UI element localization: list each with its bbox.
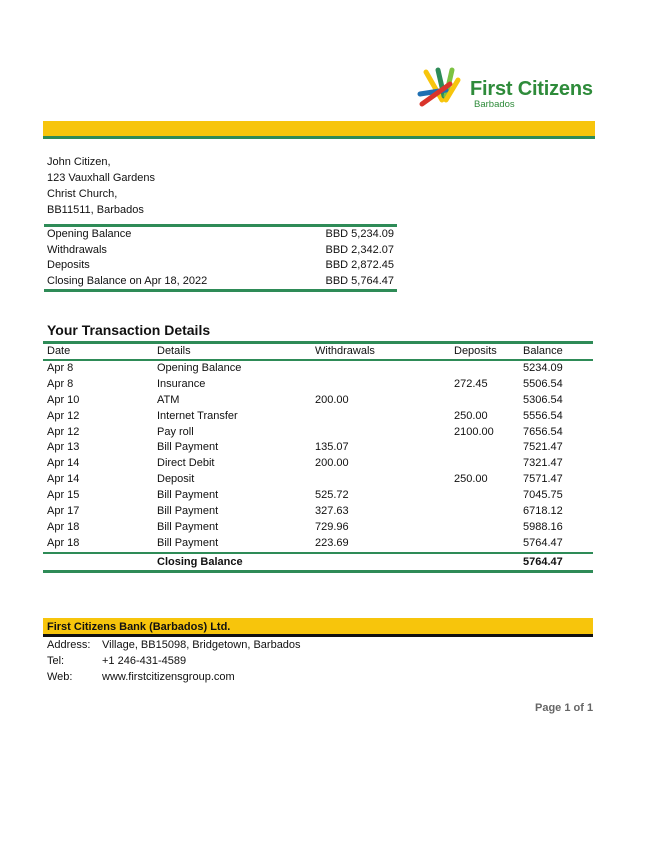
cell-balance: 7656.54 (523, 425, 563, 438)
cell-date: Apr 8 (47, 377, 74, 390)
footer-web-label: Web: (47, 671, 73, 683)
cell-withdrawal: 135.07 (315, 441, 349, 454)
cell-balance: 5764.47 (523, 536, 563, 549)
cell-withdrawal: 327.63 (315, 505, 349, 518)
table-bottom-rule (43, 570, 593, 573)
cell-details: ATM (157, 393, 180, 406)
cell-date: Apr 15 (47, 489, 80, 502)
cell-balance: 5506.54 (523, 377, 563, 390)
header-details: Details (157, 345, 191, 357)
cell-details: Deposit (157, 473, 195, 486)
summary-value: BBD 5,764.47 (325, 274, 394, 287)
table-row (43, 393, 593, 409)
cell-balance: 5556.54 (523, 409, 563, 422)
cell-date: Apr 18 (47, 520, 80, 533)
cell-details: Bill Payment (157, 536, 219, 549)
cell-details: Bill Payment (157, 489, 219, 502)
cell-date: Apr 8 (47, 362, 74, 374)
table-row (43, 425, 593, 441)
customer-address (47, 154, 155, 218)
cell-date: Apr 18 (47, 536, 80, 549)
footer-bank-name: First Citizens Bank (Barbados) Ltd. (47, 621, 231, 633)
cell-balance: 7521.47 (523, 441, 563, 454)
header-date: Date (47, 345, 71, 357)
brand-subtitle: Barbados (474, 99, 515, 110)
cell-balance: 7571.47 (523, 473, 563, 486)
cell-details: Opening Balance (157, 362, 242, 374)
cell-balance: 5234.09 (523, 362, 563, 374)
summary-label: Opening Balance (47, 228, 132, 240)
transactions-title: Your Transaction Details (47, 322, 211, 338)
table-row (43, 440, 593, 456)
table-row (43, 504, 593, 520)
summary-label: Closing Balance on Apr 18, 2022 (47, 274, 208, 287)
summary-row (44, 274, 397, 290)
account-summary (44, 224, 397, 292)
cell-deposit: 250.00 (454, 409, 488, 422)
footer-tel: +1 246-431-4589 (102, 655, 187, 667)
footer-address: Village, BB15098, Bridgetown, Barbados (102, 639, 301, 651)
cell-balance: 7045.75 (523, 489, 563, 502)
summary-label: Deposits (47, 259, 90, 271)
summary-label: Withdrawals (47, 243, 107, 256)
cell-deposit: 250.00 (454, 473, 488, 486)
cell-balance: 6718.12 (523, 505, 563, 518)
summary-row (44, 227, 397, 243)
table-row (43, 520, 593, 536)
closing-balance-label: Closing Balance (157, 555, 243, 568)
footer-web-link[interactable]: www.firstcitizensgroup.com (102, 671, 235, 683)
cell-details: Bill Payment (157, 505, 219, 518)
header-withdrawals: Withdrawals (315, 345, 375, 357)
footer-address-label: Address: (47, 639, 91, 651)
table-header (43, 344, 593, 359)
table-row (43, 361, 593, 377)
cell-date: Apr 14 (47, 457, 80, 470)
summary-bottom-rule (44, 289, 397, 292)
cell-details: Bill Payment (157, 441, 219, 454)
summary-value: BBD 5,234.09 (325, 228, 394, 240)
cell-deposit: 272.45 (454, 377, 488, 390)
table-row (43, 377, 593, 393)
header-yellow-bar (43, 121, 595, 136)
closing-balance-row (43, 554, 593, 570)
cell-date: Apr 14 (47, 473, 80, 486)
header-green-bar (43, 136, 595, 139)
closing-balance-value: 5764.47 (523, 555, 563, 568)
transactions-table (43, 341, 593, 573)
cell-details: Insurance (157, 377, 206, 390)
cell-withdrawal: 525.72 (315, 489, 349, 502)
cell-withdrawal: 729.96 (315, 520, 349, 533)
cell-details: Bill Payment (157, 520, 219, 533)
cell-date: Apr 10 (47, 393, 80, 406)
table-row (43, 472, 593, 488)
table-row (43, 456, 593, 472)
cell-date: Apr 13 (47, 441, 80, 454)
cell-withdrawal: 200.00 (315, 457, 349, 470)
customer-address-line2: Christ Church, (47, 188, 118, 200)
cell-details: Pay roll (157, 425, 194, 438)
table-row (43, 536, 593, 552)
table-row (43, 488, 593, 504)
cell-details: Internet Transfer (157, 409, 238, 422)
cell-date: Apr 12 (47, 425, 80, 438)
cell-details: Direct Debit (157, 457, 215, 470)
summary-row (44, 258, 397, 274)
header-deposits: Deposits (454, 345, 497, 357)
customer-address-line3: BB11511, Barbados (47, 204, 144, 216)
cell-withdrawal: 223.69 (315, 536, 349, 549)
cell-withdrawal: 200.00 (315, 393, 349, 406)
header-balance: Balance (523, 345, 563, 357)
cell-date: Apr 12 (47, 409, 80, 422)
footer-tel-label: Tel: (47, 655, 65, 667)
page-number: Page 1 of 1 (535, 702, 594, 714)
customer-address-line1: 123 Vauxhall Gardens (47, 172, 156, 184)
summary-value: BBD 2,872.45 (325, 259, 394, 271)
brand-name: First Citizens (470, 78, 593, 100)
cell-date: Apr 17 (47, 505, 80, 518)
summary-value: BBD 2,342.07 (325, 243, 394, 256)
cell-deposit: 2100.00 (454, 425, 494, 438)
customer-name: John Citizen, (47, 156, 111, 168)
table-row (43, 409, 593, 425)
cell-balance: 5306.54 (523, 393, 563, 406)
cell-balance: 5988.16 (523, 520, 563, 533)
summary-row (44, 243, 397, 259)
cell-balance: 7321.47 (523, 457, 563, 470)
